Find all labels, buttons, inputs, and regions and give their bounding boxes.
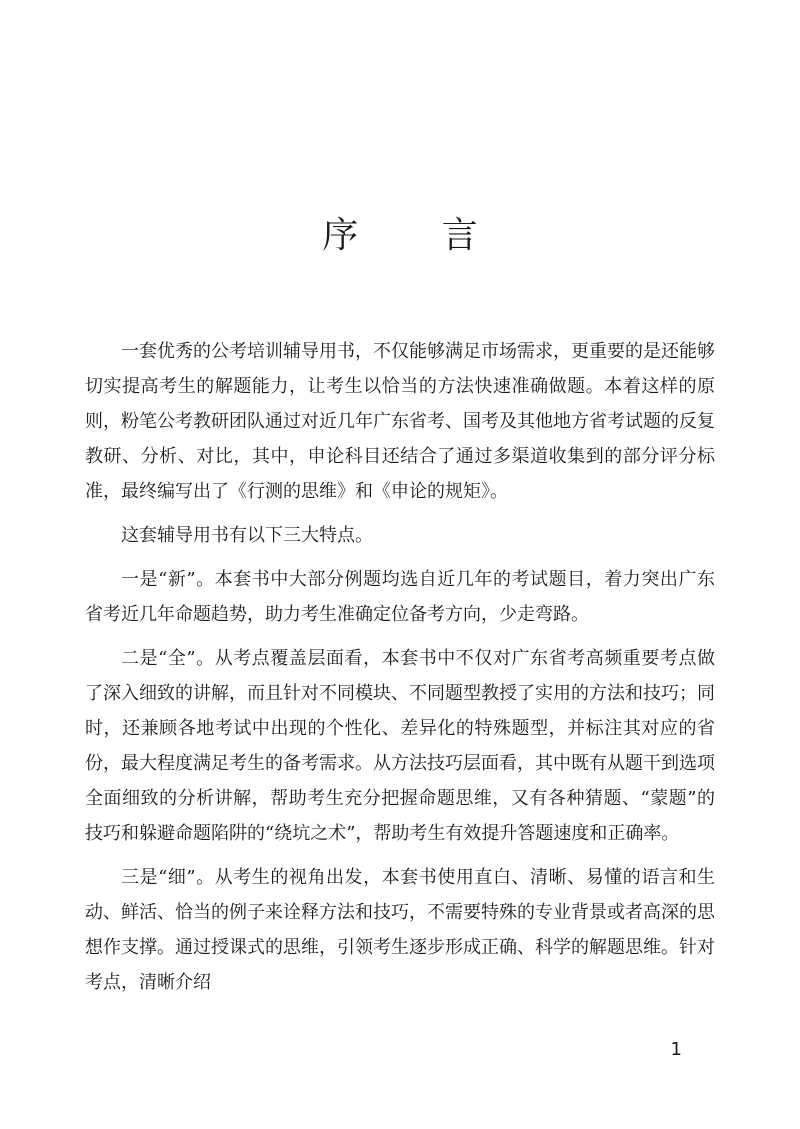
preface-body [85,334,715,1009]
paragraph-5: 三是“细”。从考生的视角出发，本套书使用直白、清晰、易懂的语言和生动、鲜活、恰当的例子来诠释方法和技巧，不需要特殊的专业背景或者高深的思想作支撑。通过授课式的思维，引领考生逐步形成正确、科学的解题思维。针对考点，清晰介绍 [85,867,715,993]
paragraph-4: 二是“全”。从考点覆盖层面看，本套书中不仅对广东省考高频重要考点做了深入细致的讲解，而且针对不同模块、不同题型教授了实用的方法和技巧；同时，还兼顾各地考试中出现的个性化、差异化的特殊题型，并标注其对应的省份，最大程度满足考生的备考需求。从方法技巧层面看，其中既有从题干到选项全面细致的分析讲解，帮助考生充分把握命题思维，又有各种猜题、“蒙题”的技巧和躲避命题陷阱的“绕坑之术”，帮助考生有效提升答题速度和正确率。 [85,648,715,844]
paragraph-2: 这套辅导用书有以下三大特点。 [121,525,373,546]
paragraph-1: 一套优秀的公考培训辅导用书，不仅能够满足市场需求，更重要的是还能够切实提高考生的解题能力，让考生以恰当的方法快速准确做题。本着这样的原则，粉笔公考教研团队通过对近几年广东省考、国考及其他地方省考试题的反复教研、分析、对比，其中，申论科目还结合了通过多渠道收集到的部分评分标准，最终编写出了《行测的思维》和《申论的规矩》。 [85,341,715,502]
paragraph-3: 一是“新”。本套书中大部分例题均选自近几年的考试题目，着力突出广东省考近几年命题趋势，助力考生准确定位备考方向，少走弯路。 [85,569,715,625]
page-number: 1 [670,1039,682,1060]
page-title: 序 言 [322,215,514,256]
